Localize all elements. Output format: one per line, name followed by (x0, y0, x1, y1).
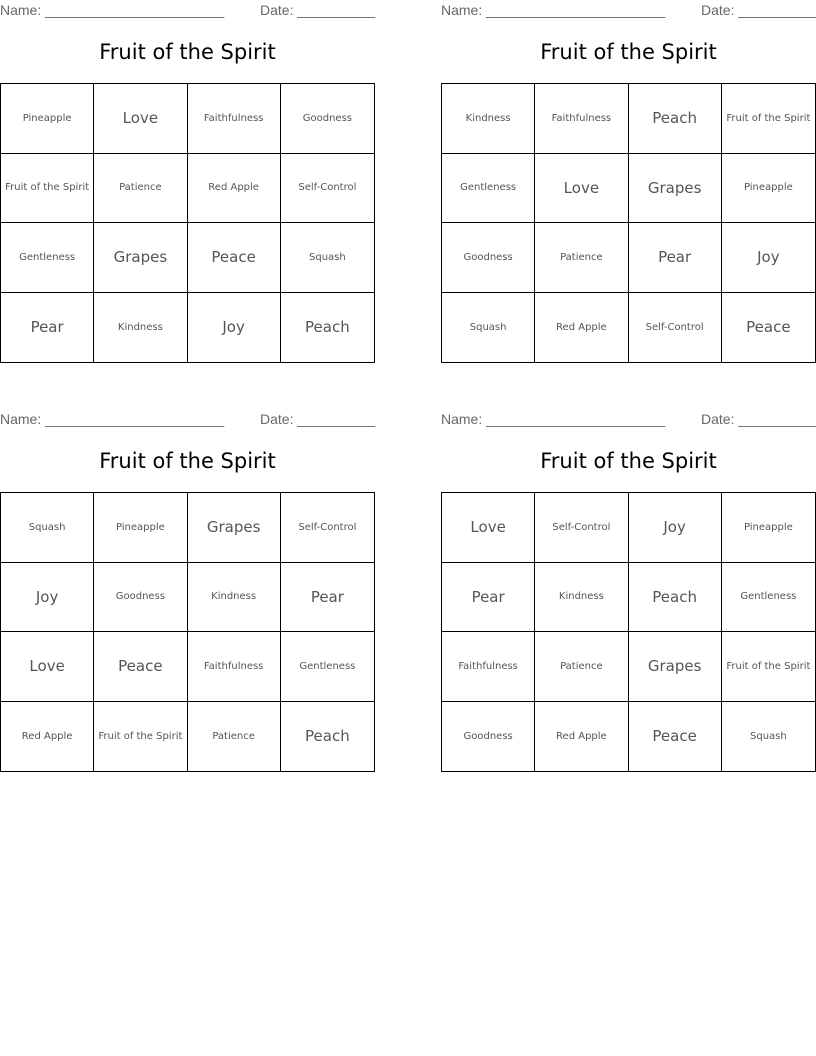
grid-cell: Gentleness (722, 563, 815, 633)
grid-cell: Pineapple (722, 493, 815, 563)
date-field-label: Date: __________ (260, 2, 376, 18)
grid-cell: Squash (442, 293, 535, 363)
grid-cell: Goodness (94, 563, 187, 633)
grid-cell: Pear (1, 293, 94, 363)
grid-cell: Pineapple (722, 154, 815, 224)
grid-cell: Red Apple (188, 154, 281, 224)
grid-cell: Patience (94, 154, 187, 224)
grid-cell: Kindness (188, 563, 281, 633)
grid-cell: Faithfulness (535, 84, 628, 154)
grid-cell: Gentleness (442, 154, 535, 224)
grid-cell: Self-Control (629, 293, 722, 363)
grid-cell: Joy (629, 493, 722, 563)
grid-cell: Red Apple (535, 702, 628, 772)
grid-cell: Joy (1, 563, 94, 633)
grid-cell: Peace (629, 702, 722, 772)
grid-cell: Self-Control (281, 493, 374, 563)
grid-cell: Peach (629, 563, 722, 633)
grid-cell: Patience (535, 632, 628, 702)
grid-cell: Love (535, 154, 628, 224)
grid-cell: Gentleness (1, 223, 94, 293)
grid-cell: Peace (94, 632, 187, 702)
grid-cell: Squash (281, 223, 374, 293)
bingo-card-2 (441, 0, 816, 375)
bingo-card-4 (441, 409, 816, 784)
card-title: Fruit of the Spirit (99, 40, 276, 64)
grid-cell: Love (1, 632, 94, 702)
grid-cell: Fruit of the Spirit (94, 702, 187, 772)
name-field-label: Name: _______________________ (441, 411, 666, 427)
grid-cell: Patience (535, 223, 628, 293)
grid-cell: Squash (750, 730, 787, 742)
grid-cell: Joy (188, 293, 281, 363)
bingo-grid (0, 492, 375, 772)
grid-cell: Joy (722, 223, 815, 293)
grid-cell: Fruit of the Spirit (722, 632, 815, 702)
grid-cell: Pear (442, 563, 535, 633)
grid-cell: Goodness (442, 702, 535, 772)
grid-cell: Self-Control (535, 493, 628, 563)
grid-cell: Pear (629, 223, 722, 293)
grid-cell: Fruit of the Spirit (722, 84, 815, 154)
bingo-card-3 (0, 409, 375, 784)
grid-cell: Grapes (94, 223, 187, 293)
grid-cell: Kindness (94, 293, 187, 363)
name-field-label: Name: _______________________ (0, 411, 225, 427)
card-title: Fruit of the Spirit (99, 449, 276, 473)
grid-cell: Faithfulness (442, 632, 535, 702)
grid-cell: Squash (1, 493, 94, 563)
grid-cell: Pear (281, 563, 374, 633)
grid-cell: Self-Control (281, 154, 374, 224)
grid-cell: Red Apple (1, 702, 94, 772)
grid-cell: Red Apple (535, 293, 628, 363)
grid-cell: Pineapple (94, 493, 187, 563)
card-title: Fruit of the Spirit (540, 40, 717, 64)
bingo-grid (0, 83, 375, 363)
name-field-label: Name: _______________________ (0, 2, 225, 18)
grid-cell: Peach (305, 727, 350, 746)
grid-cell: Fruit of the Spirit (1, 154, 94, 224)
bingo-card-1 (0, 0, 375, 375)
grid-cell: Faithfulness (188, 632, 281, 702)
grid-cell: Kindness (535, 563, 628, 633)
date-field-label: Date: __________ (260, 411, 376, 427)
date-field-label: Date: __________ (701, 411, 816, 427)
grid-cell: Goodness (281, 84, 374, 154)
bingo-grid (441, 83, 816, 363)
grid-cell: Patience (188, 702, 281, 772)
grid-cell: Peace (188, 223, 281, 293)
grid-cell: Peach (305, 318, 350, 337)
grid-cell: Pineapple (1, 84, 94, 154)
grid-cell: Gentleness (281, 632, 374, 702)
grid-cell: Peace (746, 318, 791, 337)
grid-cell: Grapes (629, 154, 722, 224)
grid-cell: Love (442, 493, 535, 563)
grid-cell: Grapes (188, 493, 281, 563)
grid-cell: Peach (629, 84, 722, 154)
date-field-label: Date: __________ (701, 2, 816, 18)
grid-cell: Faithfulness (188, 84, 281, 154)
bingo-grid (441, 492, 816, 772)
grid-cell: Love (94, 84, 187, 154)
grid-cell: Kindness (442, 84, 535, 154)
name-field-label: Name: _______________________ (441, 2, 666, 18)
card-title: Fruit of the Spirit (540, 449, 717, 473)
grid-cell: Grapes (629, 632, 722, 702)
grid-cell: Goodness (442, 223, 535, 293)
